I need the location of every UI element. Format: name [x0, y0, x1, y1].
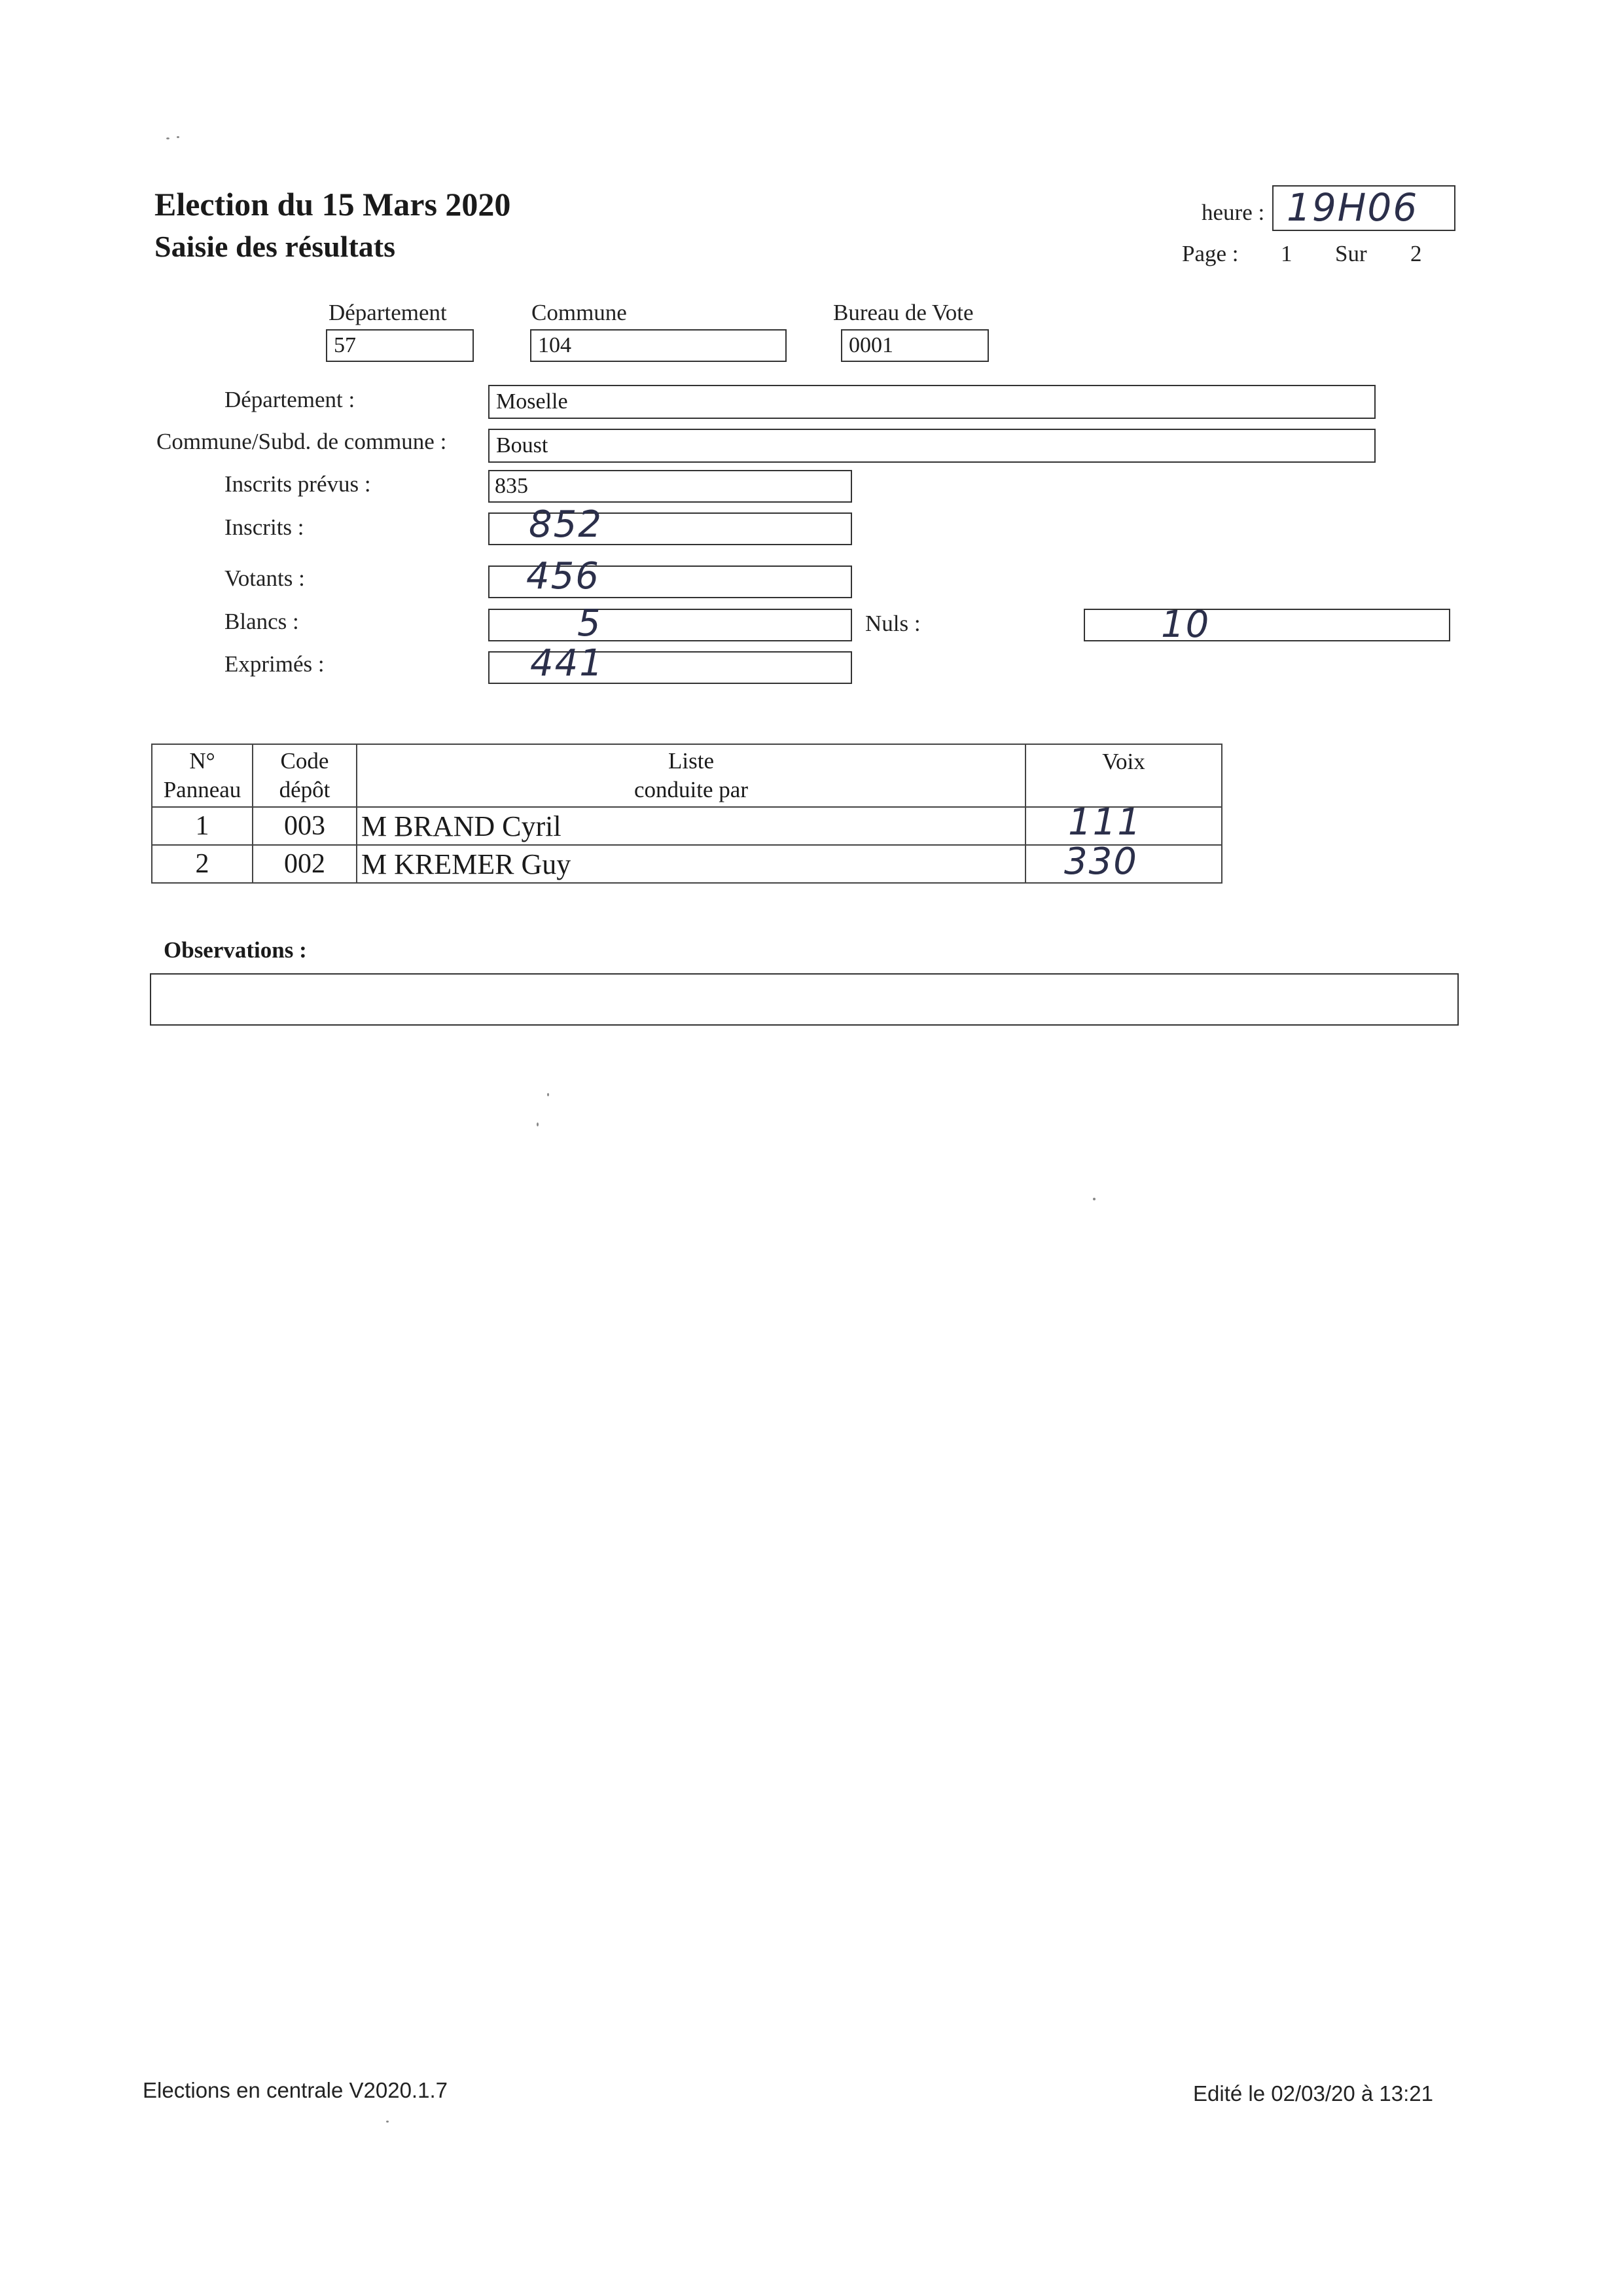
nuls-label: Nuls :: [865, 611, 921, 636]
inscrits-value: 852: [529, 503, 603, 546]
header-voix: Voix: [1026, 744, 1222, 807]
page-label: Page :: [1182, 241, 1239, 266]
footer-version: Elections en centrale V2020.1.7: [143, 2078, 448, 2102]
scan-speck: [166, 137, 169, 139]
row-voix-cell[interactable]: [1026, 840, 1222, 883]
header-panneau-line1: N°: [189, 748, 215, 774]
row-code: 002: [253, 845, 357, 883]
exprimes-label: Exprimés :: [224, 651, 325, 677]
departement-label: Département :: [224, 387, 355, 412]
nuls-field[interactable]: [1084, 603, 1450, 646]
commune-label: Commune/Subd. de commune :: [156, 429, 447, 454]
scan-speck: [386, 2121, 389, 2123]
page-title: Election du 15 Mars 2020: [154, 186, 511, 223]
exprimes-field[interactable]: [488, 642, 852, 685]
code-commune-value: 104: [538, 333, 571, 357]
row-panneau: 1: [152, 807, 253, 845]
code-bureau-value: 0001: [849, 333, 893, 357]
inscrits-prevus-value: 835: [495, 474, 528, 498]
inscrits-field[interactable]: [488, 503, 852, 546]
page-subtitle: Saisie des résultats: [154, 230, 395, 263]
sur-label: Sur: [1335, 241, 1367, 266]
scan-speck: [537, 1122, 539, 1126]
code-departement-field[interactable]: [326, 329, 474, 362]
footer-edit-date: Edité le 02/03/20 à 13:21: [1193, 2081, 1433, 2106]
page-number: 1: [1281, 241, 1293, 266]
row-liste: M KREMER Guy: [357, 845, 1026, 883]
header-liste: [357, 744, 1026, 807]
header-panneau-line2: Panneau: [163, 777, 241, 802]
observations-field[interactable]: [150, 973, 1459, 1026]
votants-field[interactable]: [488, 555, 852, 598]
code-bureau-label: Bureau de Vote: [833, 300, 974, 325]
blancs-field[interactable]: [488, 602, 852, 645]
code-bureau-field[interactable]: [841, 329, 989, 362]
departement-value: Moselle: [496, 389, 568, 414]
inscrits-prevus-label: Inscrits prévus :: [224, 471, 371, 497]
departement-field[interactable]: [488, 385, 1376, 419]
row-voix-cell[interactable]: [1026, 801, 1222, 845]
scan-speck: [177, 136, 179, 138]
heure-label: heure :: [1202, 200, 1265, 225]
header-panneau: [152, 744, 253, 807]
code-commune-label: Commune: [531, 300, 627, 325]
row-code: 003: [253, 807, 357, 845]
votants-label: Votants :: [224, 565, 305, 591]
inscrits-label: Inscrits :: [224, 514, 304, 540]
results-header-row: [152, 744, 1222, 807]
blancs-label: Blancs :: [224, 609, 299, 634]
commune-value: Boust: [496, 433, 548, 457]
results-table: [151, 744, 1222, 884]
nuls-value: 10: [1161, 603, 1211, 646]
blancs-value: 5: [577, 602, 602, 645]
row-voix: 330: [1064, 840, 1138, 883]
exprimes-value: 441: [530, 642, 604, 685]
table-row: [152, 845, 1222, 883]
page-total: 2: [1410, 241, 1422, 266]
row-voix: 111: [1068, 801, 1142, 844]
table-row: [152, 807, 1222, 845]
header-liste-line1: Liste: [668, 748, 714, 774]
row-panneau: 2: [152, 845, 253, 883]
header-code: [253, 744, 357, 807]
observations-label: Observations :: [164, 937, 307, 963]
commune-field[interactable]: [488, 429, 1376, 463]
row-liste: M BRAND Cyril: [357, 807, 1026, 845]
code-departement-label: Département: [329, 300, 447, 325]
heure-field[interactable]: [1272, 185, 1455, 231]
header-code-line2: dépôt: [279, 777, 330, 802]
scan-speck: [1093, 1198, 1096, 1200]
header-liste-line2: conduite par: [634, 777, 748, 802]
votants-value: 456: [526, 555, 600, 598]
code-commune-field[interactable]: [530, 329, 787, 362]
code-departement-value: 57: [334, 333, 356, 357]
heure-value: 19H06: [1287, 185, 1419, 230]
inscrits-prevus-field[interactable]: [488, 470, 852, 503]
scan-speck: [547, 1093, 549, 1096]
header-code-line1: Code: [280, 748, 329, 774]
